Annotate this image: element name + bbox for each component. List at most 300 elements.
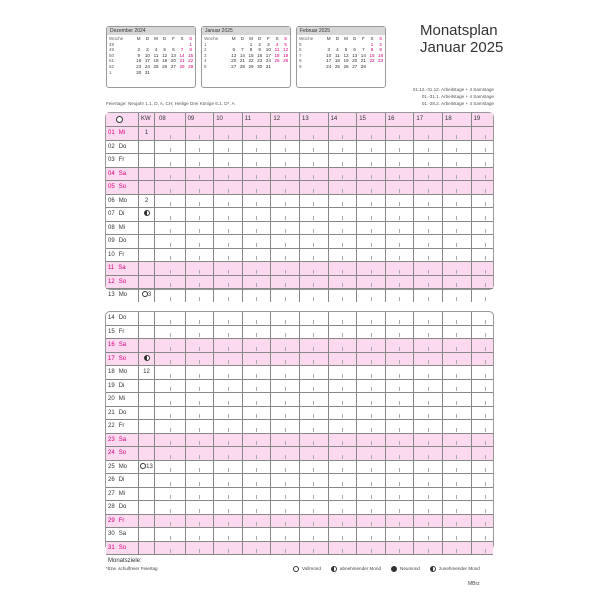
day-row[interactable] <box>106 353 493 367</box>
half-hour-tick <box>399 297 400 301</box>
grid-line <box>328 366 329 379</box>
week-number-text: 12 <box>143 369 150 375</box>
day-row[interactable] <box>106 380 493 394</box>
half-hour-tick <box>313 189 314 193</box>
grid-line <box>185 474 186 487</box>
half-hour-tick <box>228 401 229 405</box>
grid-line <box>138 168 139 181</box>
mini-calendar-day: 6 <box>232 47 235 53</box>
half-hour-tick <box>256 536 257 540</box>
half-hour-tick <box>428 468 429 472</box>
half-hour-tick <box>256 468 257 472</box>
half-hour-tick <box>170 482 171 486</box>
grid-line <box>413 249 414 262</box>
mini-calendar-day: 6 <box>172 47 175 53</box>
mini-calendar-day: 1 <box>109 69 112 75</box>
day-row[interactable] <box>106 127 493 141</box>
grid-line <box>328 154 329 167</box>
half-hour-tick <box>485 148 486 152</box>
grid-line <box>154 289 155 302</box>
grid-line <box>299 501 300 514</box>
info-line: 01.-28.2. Arbeitstage + 4 Samstage <box>421 101 494 106</box>
kw-header: KW <box>141 116 151 122</box>
weekday: Do <box>118 315 127 321</box>
day-row[interactable] <box>106 262 493 276</box>
day-row[interactable] <box>106 195 493 209</box>
mini-calendar-day: 10 <box>326 52 332 58</box>
half-hour-tick <box>371 202 372 206</box>
day-row[interactable] <box>106 276 493 290</box>
half-hour-tick <box>342 256 343 260</box>
mini-calendar-day: 18 <box>274 52 280 58</box>
grid-line <box>154 276 155 289</box>
half-hour-tick <box>428 522 429 526</box>
grid-line <box>154 393 155 406</box>
weekday: So <box>118 278 127 285</box>
grid-line <box>270 380 271 393</box>
grid-line <box>471 447 472 460</box>
day-row[interactable] <box>106 168 493 182</box>
week-number <box>139 461 154 474</box>
day-row[interactable] <box>106 141 493 155</box>
grid-line <box>442 353 443 366</box>
grid-line <box>213 339 214 352</box>
grid-line <box>242 528 243 541</box>
half-hour-tick <box>313 468 314 472</box>
day-label <box>108 276 138 289</box>
half-hour-tick <box>371 495 372 499</box>
grid-line <box>413 366 414 379</box>
grid-line <box>413 113 414 126</box>
mini-calendar-day: 19 <box>343 58 349 64</box>
weekday: Fr <box>118 423 125 429</box>
mini-calendar-day: 9 <box>258 47 261 53</box>
grid-line <box>242 420 243 433</box>
half-hour-tick <box>285 202 286 206</box>
mini-calendar-day: 12 <box>283 47 289 53</box>
grid-line <box>138 154 139 167</box>
grid-line <box>138 289 139 302</box>
half-hour-tick <box>228 135 229 139</box>
weekday: Do <box>118 143 127 150</box>
grid-line <box>185 154 186 167</box>
mini-calendar-day: 50 <box>109 52 115 58</box>
half-hour-tick <box>170 509 171 513</box>
grid-line <box>413 393 414 406</box>
day-number: 23 <box>108 436 115 443</box>
grid-line <box>356 141 357 154</box>
grid-line <box>299 542 300 555</box>
grid-line <box>385 447 386 460</box>
half-hour-tick <box>313 441 314 445</box>
grid-line <box>299 420 300 433</box>
grid-line <box>356 249 357 262</box>
mini-calendar-day: 25 <box>334 63 340 69</box>
page-label: MBrz <box>468 581 480 587</box>
grid-line <box>185 141 186 154</box>
grid-line <box>385 461 386 474</box>
day-row[interactable] <box>106 474 493 488</box>
half-hour-tick <box>342 148 343 152</box>
grid-line <box>413 353 414 366</box>
grid-line <box>154 195 155 208</box>
grid-line <box>242 515 243 528</box>
mini-calendar-day: 5 <box>284 41 287 47</box>
grid-line <box>213 289 214 302</box>
half-hour-tick <box>342 320 343 324</box>
grid-line <box>471 195 472 208</box>
half-hour-tick <box>456 297 457 301</box>
grid-line <box>138 501 139 514</box>
grid-line <box>154 474 155 487</box>
day-row[interactable] <box>106 366 493 380</box>
half-hour-tick <box>228 229 229 233</box>
grid-line <box>213 168 214 181</box>
half-hour-tick <box>285 549 286 553</box>
half-hour-tick <box>342 270 343 274</box>
half-hour-tick <box>399 360 400 364</box>
day-number: 17 <box>108 355 115 362</box>
half-hour-tick <box>371 216 372 220</box>
mini-calendar-colhead: M <box>136 36 141 41</box>
mini-calendar-colhead: M <box>231 36 236 41</box>
half-hour-tick <box>485 297 486 301</box>
half-hour-tick <box>456 256 457 260</box>
day-row[interactable] <box>106 289 493 302</box>
grid-line <box>442 542 443 555</box>
mini-calendar-day: 9 <box>137 52 140 58</box>
day-row[interactable] <box>106 235 493 249</box>
grid-line <box>270 208 271 221</box>
grid-line <box>385 113 386 126</box>
day-row[interactable] <box>106 447 493 461</box>
grid-line <box>413 488 414 501</box>
day-row[interactable] <box>106 312 493 326</box>
half-hour-tick <box>170 256 171 260</box>
grid-line <box>213 276 214 289</box>
half-hour-tick <box>170 374 171 378</box>
day-label <box>108 515 138 528</box>
mini-calendar-day: 14 <box>179 52 185 58</box>
half-hour-tick <box>313 549 314 553</box>
half-hour-tick <box>399 549 400 553</box>
day-number: 12 <box>108 278 115 285</box>
mini-calendar-day <box>368 64 377 70</box>
mini-calendar-colhead: F <box>361 36 365 41</box>
grid-line <box>242 154 243 167</box>
grid-line <box>138 339 139 352</box>
half-hour-tick <box>170 414 171 418</box>
grid-line <box>328 501 329 514</box>
grid-line <box>138 141 139 154</box>
grid-line <box>154 141 155 154</box>
grid-line <box>138 353 139 366</box>
day-label <box>108 312 138 325</box>
mini-calendar-day: 12 <box>343 52 349 58</box>
grid-line <box>154 249 155 262</box>
half-hour-tick <box>256 256 257 260</box>
half-hour-tick <box>256 135 257 139</box>
grid-line <box>299 276 300 289</box>
grid-line <box>385 326 386 339</box>
half-hour-tick <box>485 216 486 220</box>
mini-calendar-day: 29 <box>188 63 194 69</box>
grid-line <box>356 515 357 528</box>
mini-calendar-day: 4 <box>336 47 339 53</box>
mini-calendar-day: 20 <box>231 58 237 64</box>
day-row[interactable] <box>106 501 493 515</box>
grid-line <box>442 393 443 406</box>
mini-calendar-day: 20 <box>352 58 358 64</box>
grid-line <box>138 434 139 447</box>
half-hour-tick <box>428 495 429 499</box>
half-hour-tick <box>199 135 200 139</box>
grid-line <box>270 181 271 194</box>
mini-calendar-day: 4 <box>275 41 279 47</box>
day-row[interactable] <box>106 208 493 222</box>
half-hour-tick <box>485 270 486 274</box>
mini-calendar-colhead: Woche <box>299 36 314 41</box>
grid-line <box>328 289 329 302</box>
grid-line <box>270 393 271 406</box>
half-hour-tick <box>256 320 257 324</box>
day-label <box>108 501 138 514</box>
day-row[interactable] <box>106 528 493 542</box>
half-hour-tick <box>371 297 372 301</box>
grid-line <box>385 501 386 514</box>
half-hour-tick <box>485 229 486 233</box>
mini-calendar-day: 25 <box>153 63 159 69</box>
grid-line <box>213 222 214 235</box>
half-hour-tick <box>313 401 314 405</box>
new-moon-icon <box>391 566 397 572</box>
half-hour-tick <box>313 243 314 247</box>
grid-line <box>185 312 186 325</box>
mini-calendar-day: 19 <box>162 58 168 64</box>
half-hour-tick <box>485 283 486 287</box>
mini-calendar-day: 2 <box>379 41 382 47</box>
day-number: 10 <box>108 251 115 258</box>
grid-line <box>385 127 386 140</box>
grid-line <box>154 262 155 275</box>
grid-line <box>328 434 329 447</box>
grid-line <box>413 168 414 181</box>
grid-line <box>299 312 300 325</box>
half-hour-tick <box>228 283 229 287</box>
half-hour-tick <box>256 162 257 166</box>
half-hour-tick <box>399 256 400 260</box>
day-row[interactable] <box>106 154 493 168</box>
half-hour-tick <box>371 441 372 445</box>
grid-line <box>356 488 357 501</box>
grid-line <box>356 339 357 352</box>
half-hour-tick <box>170 297 171 301</box>
grid-line <box>299 474 300 487</box>
mini-calendar-day: 8 <box>189 47 192 53</box>
mini-calendar-day: 4 <box>154 47 158 53</box>
weekday: Mi <box>118 490 126 497</box>
grid-line <box>154 208 155 221</box>
day-label <box>108 208 138 221</box>
mini-calendar-day <box>281 64 290 70</box>
mini-calendar-feb <box>296 26 386 88</box>
grid-line <box>270 222 271 235</box>
grid-line <box>328 181 329 194</box>
day-row[interactable] <box>106 407 493 421</box>
grid-line <box>385 262 386 275</box>
weekday: Mi <box>118 130 126 136</box>
mini-calendar-day <box>160 70 169 76</box>
half-hour-tick <box>456 162 457 166</box>
day-row[interactable] <box>106 181 493 195</box>
grid-line <box>138 461 139 474</box>
grid-line <box>471 208 472 221</box>
day-row[interactable] <box>106 222 493 236</box>
grid-line <box>154 127 155 140</box>
half-hour-tick <box>456 401 457 405</box>
grid-line <box>242 262 243 275</box>
grid-line <box>413 461 414 474</box>
mini-calendar-day: 13 <box>170 52 176 58</box>
half-hour-tick <box>256 414 257 418</box>
day-row[interactable] <box>106 434 493 448</box>
half-hour-tick <box>456 522 457 526</box>
grid-line <box>471 168 472 181</box>
half-hour-tick <box>285 333 286 337</box>
day-row[interactable] <box>106 461 493 475</box>
half-hour-tick <box>199 189 200 193</box>
day-number: 04 <box>108 170 115 177</box>
grid-line <box>213 474 214 487</box>
day-label <box>108 488 138 501</box>
half-hour-tick <box>313 320 314 324</box>
grid-line <box>413 195 414 208</box>
half-hour-tick <box>199 428 200 432</box>
grid-line <box>154 515 155 528</box>
mini-calendar-day: 30 <box>136 69 142 75</box>
half-hour-tick <box>342 333 343 337</box>
grid-line <box>471 289 472 302</box>
half-hour-tick <box>371 455 372 459</box>
half-hour-tick <box>170 189 171 193</box>
grid-line <box>413 434 414 447</box>
grid-line <box>442 195 443 208</box>
half-hour-tick <box>428 347 429 351</box>
half-hour-tick <box>456 148 457 152</box>
hour-label: 09 <box>187 116 195 122</box>
footer-note: *bzw. schulfreier Feiertag <box>106 566 158 571</box>
mini-calendar-day: 27 <box>170 63 176 69</box>
grid-line <box>442 488 443 501</box>
half-hour-tick <box>170 243 171 247</box>
day-row[interactable] <box>106 420 493 434</box>
mini-calendar-day: 14 <box>239 52 245 58</box>
grid-line <box>442 289 443 302</box>
mini-calendar-day: 3 <box>204 52 207 58</box>
mini-calendar-day <box>169 70 178 76</box>
half-hour-tick <box>428 441 429 445</box>
grid-line <box>471 407 472 420</box>
mini-calendar-day: 24 <box>144 63 150 69</box>
grid-line <box>471 353 472 366</box>
half-hour-tick <box>485 320 486 324</box>
grid-line <box>138 181 139 194</box>
grid-line <box>299 339 300 352</box>
grid-line <box>154 461 155 474</box>
grid-line <box>471 181 472 194</box>
mini-calendar-day: 22 <box>248 58 254 64</box>
weekday: So <box>118 450 127 456</box>
half-hour-tick <box>228 482 229 486</box>
grid-line <box>442 366 443 379</box>
grid-line <box>442 181 443 194</box>
half-hour-tick <box>342 414 343 418</box>
mini-calendar-title: Februar 2025 <box>297 27 385 35</box>
half-hour-tick <box>371 549 372 553</box>
grid-line <box>185 407 186 420</box>
grid-line <box>385 276 386 289</box>
half-hour-tick <box>399 189 400 193</box>
half-hour-tick <box>170 333 171 337</box>
half-hour-tick <box>371 347 372 351</box>
half-hour-tick <box>371 509 372 513</box>
mini-calendar-day: 31 <box>265 63 271 69</box>
hour-label: 19 <box>473 116 481 122</box>
half-hour-tick <box>313 536 314 540</box>
grid-line <box>270 420 271 433</box>
grid-line <box>213 434 214 447</box>
half-hour-tick <box>199 162 200 166</box>
half-hour-tick <box>428 482 429 486</box>
day-row[interactable] <box>106 339 493 353</box>
half-hour-tick <box>170 216 171 220</box>
grid-line <box>299 393 300 406</box>
mini-calendar-day: 48 <box>109 41 115 47</box>
half-hour-tick <box>456 549 457 553</box>
holidays-note: Feiertage: Neujahr 1.1. D, A, CH; Heilige Drei Könige 6.1. D*, A <box>106 101 235 106</box>
grid-line <box>328 339 329 352</box>
half-hour-tick <box>313 374 314 378</box>
grid-line <box>356 542 357 555</box>
day-row[interactable] <box>106 542 493 556</box>
half-hour-tick <box>285 495 286 499</box>
half-hour-tick <box>170 283 171 287</box>
half-hour-tick <box>170 522 171 526</box>
grid-line <box>213 420 214 433</box>
half-hour-tick <box>399 148 400 152</box>
day-row[interactable] <box>106 393 493 407</box>
grid-line <box>328 276 329 289</box>
grid-line <box>442 326 443 339</box>
mini-calendar-title: Dezember 2024 <box>107 27 195 35</box>
half-hour-tick <box>428 202 429 206</box>
grid-line <box>138 249 139 262</box>
mini-calendar-day: 9 <box>299 63 302 69</box>
day-label <box>108 434 138 447</box>
grid-line <box>270 289 271 302</box>
day-row[interactable] <box>106 326 493 340</box>
weekday: Do <box>118 504 127 510</box>
half-hour-tick <box>285 455 286 459</box>
day-row[interactable] <box>106 515 493 529</box>
half-hour-tick <box>428 175 429 179</box>
day-row[interactable] <box>106 488 493 502</box>
grid-line <box>138 127 139 140</box>
day-row[interactable] <box>106 249 493 263</box>
mini-calendar-day: 7 <box>180 47 184 53</box>
grid-line <box>213 195 214 208</box>
half-hour-tick <box>399 414 400 418</box>
